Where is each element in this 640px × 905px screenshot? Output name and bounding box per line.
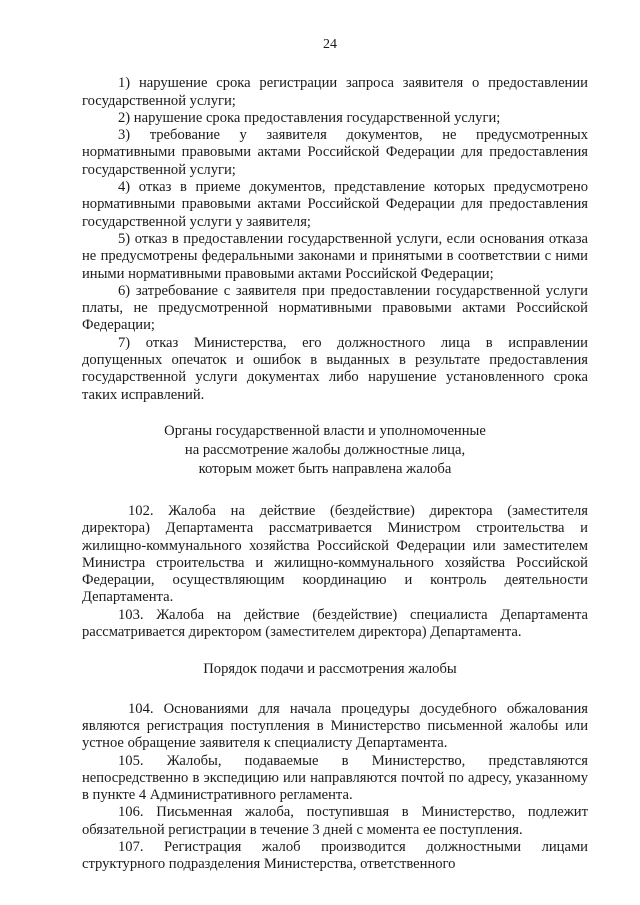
paragraph-103: 103. Жалоба на действие (бездействие) специалиста Департамента рассматривается директором (заместителем директора) Департамента. xyxy=(82,606,588,641)
list-item: 4) отказ в приеме документов, представление которых предусмотрено нормативными правовыми актами Российской Федерации для предоставления государственной услуги у заявителя; xyxy=(82,179,588,230)
paragraph-104: 104. Основаниями для начала процедуры досудебного обжалования являются регистрация поступления в Министерство письменной жалобы или устное обращение заявителя к специалисту Департамента. xyxy=(82,700,588,752)
authorities-paragraphs xyxy=(82,503,588,641)
heading-line: Органы государственной власти и уполномоченные xyxy=(164,422,486,439)
list-item: 3) требование у заявителя документов, не предусмотренных нормативными правовыми актами Российской Федерации для предоставления государственной услуги; xyxy=(82,127,588,178)
paragraph-107: 107. Регистрация жалоб производится должностными лицами структурного подразделения Министерства, ответственного xyxy=(82,838,588,873)
paragraph-105: 105. Жалобы, подаваемые в Министерство, представляются непосредственно в экспедицию или направляются почтой по адресу, указанному в пункте 4 Административного регламента. xyxy=(82,752,588,804)
procedure-paragraphs xyxy=(82,701,588,874)
paragraph-106: 106. Письменная жалоба, поступившая в Министерство, подлежит обязательной регистрации в течение 3 дней с момента ее поступления. xyxy=(82,804,588,838)
heading-line: на рассмотрение жалобы должностные лица, xyxy=(184,441,466,458)
list-item: 1) нарушение срока регистрации запроса заявителя о предоставлении государственной услуги; xyxy=(82,75,588,109)
section-heading-authorities xyxy=(82,422,588,479)
list-item: 2) нарушение срока предоставления государственной услуги; xyxy=(118,109,501,126)
list-item: 5) отказ в предоставлении государственной услуги, если основания отказа не предусмотрены федеральными законами и принятыми в соответствии с ними иными нормативными правовыми актами Российской Федерации; xyxy=(82,230,588,282)
heading-line: которым может быть направлена жалоба xyxy=(198,460,452,477)
page-number: 24 xyxy=(323,37,337,52)
paragraph-102: 102. Жалоба на действие (бездействие) директора (заместителя директора) Департамента рассматривается Министром строительства и жилищно-коммунального хозяйства Российской Федерации или заместителем Министра строительства и жилищно-коммунального хозяйства Российской Федерации, осуществляющим координацию и контроль деятельности Департамента. xyxy=(82,502,588,606)
list-item: 6) затребование с заявителя при предоставлении государственной услуги платы, не предусмотренной нормативными правовыми актами Российской Федерации; xyxy=(82,282,588,334)
section-heading-procedure: Порядок подачи и рассмотрения жалобы xyxy=(203,661,457,678)
violations-list xyxy=(82,75,588,404)
list-item: 7) отказ Министерства, его должностного лица в исправлении допущенных опечаток и ошибок в выданных в результате предоставления государственной услуги документах либо нарушение установленного срока таких исправлений. xyxy=(82,334,588,403)
